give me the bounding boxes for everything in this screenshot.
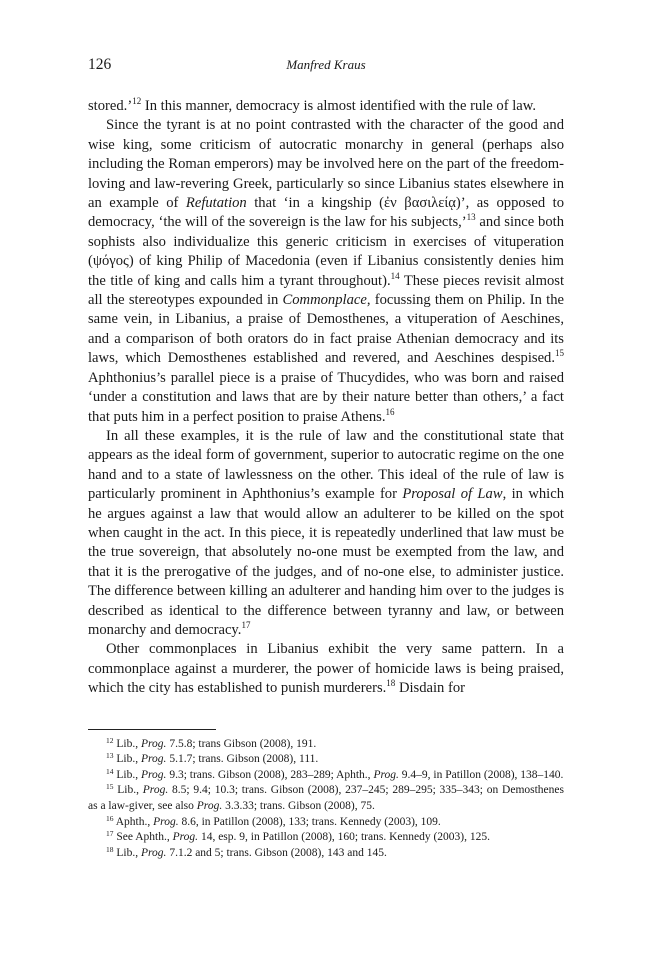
book-page <box>88 56 564 861</box>
footnote-rule <box>88 729 216 730</box>
page-header <box>88 56 564 78</box>
footnote: $^{12}$ Lib., Prog. 7.5.8; trans Gibson (2008), 191. <box>106 735 317 750</box>
body-paragraph: stored.’$^{12}$ In this manner, democracy is almost identified with the rule of law. <box>88 96 537 114</box>
page-number: 126 <box>88 56 112 73</box>
body-text <box>88 97 564 699</box>
footnote: $^{15}$ Lib., Prog. 8.5; 9.4; 10.3; trans. Gibson (2008), 237–245; 289–295; 335–343; on Demosthenes as a law-giver, see also Prog. 3.3.33; trans. Gibson (2008), 75. <box>88 782 564 812</box>
footnote: $^{17}$ See Aphth., Prog. 14, esp. 9, in Patillon (2008), 160; trans. Kennedy (2003), 125. <box>106 829 490 844</box>
footnote: $^{13}$ Lib., Prog. 5.1.7; trans. Gibson (2008), 111. <box>106 751 319 766</box>
body-paragraph: Since the tyrant is at no point contrasted with the character of the good and wise king, some criticism of autocratic monarchy in general (perhaps also including the Roman emperors) may be involved here on the part of the freedom-loving and law-revering Greek, particularly so since Libanius states elsewhere in an example of Refutation that ‘in a kingship (ἐν βασιλείᾳ)’, as opposed to democracy, ‘the will of the sovereign is the law for his subjects,’$^{13}$ and since both sophists also individualize this generic criticism in exercises of vituperation (ψόγος) of king Philip of Macedonia (even if Libanius consistently denies him the title of king and calls him a tyrant throughout).$^{14}$ These pieces revisit almost all the stereotypes expounded in Commonplace, focussing them on Philip. In the same vein, in Libanius, a praise of Demosthenes, a vituperation of Aeschines, and a comparison of both orators do in fact praise Athenian democracy and its laws, which Demosthenes established and revered, and Aeschines despised.$^{15}$ Aphthonius’s parallel piece is a praise of Thucydides, who was born and raised ‘under a constitution and laws that are by their nature better than others,’ a fact that puts him in a perfect position to praise Athens.$^{16}$ <box>88 117 564 425</box>
footnote: $^{16}$ Aphth., Prog. 8.6, in Patillon (2008), 133; trans. Kennedy (2003), 109. <box>106 813 441 828</box>
footnotes <box>88 737 564 862</box>
running-head: Manfred Kraus <box>286 57 366 72</box>
footnote: $^{18}$ Lib., Prog. 7.1.2 and 5; trans. Gibson (2008), 143 and 145. <box>106 844 387 859</box>
body-paragraph: In all these examples, it is the rule of law and the constitutional state that appears as the ideal form of government, superior to autocratic regime on the one hand and to a state of lawlessness on the other. This ideal of the rule of law is particularly prominent in Aphthonius’s example for Proposal of Law, in which he argues against a law that would allow an adulterer to be killed on the spot when caught in the act. In this piece, it is repeatedly underlined that law must be the true sovereign, that absolutely no-one must be exempted from the law, and that it is the prerogative of the judges, and of no-one else, to administer justice. The difference between killing an adulterer and handing him over to the judges is described as identical to the difference between tyranny and law, or between monarchy and democracy.$^{17}$ <box>88 427 564 638</box>
body-paragraph: Other commonplaces in Libanius exhibit the very same pattern. In a commonplace against a murderer, the power of homicide laws is being praised, which the city has established to punish murderers.$^{18}$ Disdain for <box>88 641 564 697</box>
footnote: $^{14}$ Lib., Prog. 9.3; trans. Gibson (2008), 283–289; Aphth., Prog. 9.4–9, in Patillon (2008), 138–140. <box>106 766 564 781</box>
